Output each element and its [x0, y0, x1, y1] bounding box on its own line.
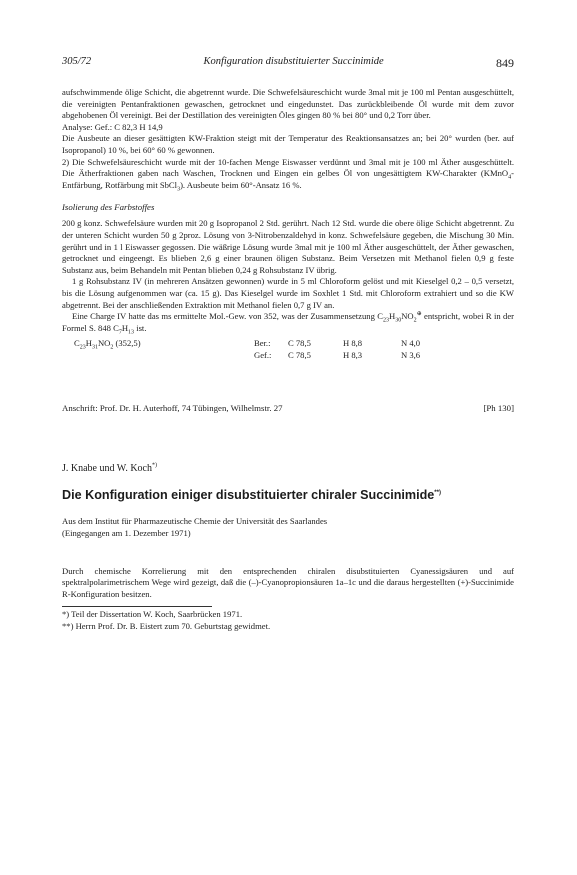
paragraph-isolation: 200 g konz. Schwefelsäure wurden mit 20 g Isopropanol 2 Std. gerührt. Nach 12 Std. wurde die obere ölige Schicht abgetrennt. Zu der unteren Schicht wurden 50 g 2proz. Lösung von 3-Nitrobenzaldehyd in konz. Schwefelsäure gegeben, die Mischung 30 Min. gerührt und in 1 l Eiswasser gegossen. Die wäßrige Lösung wurde 3mal mit je 100 ml Äther ausgeschüttelt, der Äther gewaschen, getrocknet und eingeengt. Es blieben 2,6 g einer braunen öligen Substanz. Beim Versetzen mit Methanol fielen 0,9 g feste Substanz aus, beim Behandeln mit Pentan blieben 0,24 g Rohsubstanz IV übrig. — [62, 218, 514, 275]
footnote-rule — [62, 606, 212, 607]
paragraph-oil-layer: aufschwimmende ölige Schicht, die abgetrennt wurde. Die Schwefelsäureschicht wurde 3mal mit je 100 ml Pentan ausgeschüttelt, die vereinigten Pentanfraktionen gewaschen, getrocknet und eingedunstet. Das zurückbleibende Öl wurde mit dem zuvor abgehobenen Öl vereinigt. Bei der Destillation des vereinigten Öles gingen 80 % bei 80° und 0,2 Torr über. — [62, 87, 514, 121]
journal-page — [62, 56, 514, 633]
author-address — [62, 403, 514, 413]
found-row: Gef.: C 78,5 H 8,3 N 3,6 — [254, 349, 421, 360]
article-authors: J. Knabe und W. Koch*) — [62, 463, 157, 475]
running-header — [62, 56, 514, 71]
section-heading: Isolierung des Farbstoffes — [62, 202, 155, 213]
analysis-values — [254, 338, 441, 361]
footnote-dissertation: *) Teil der Dissertation W. Koch, Saarbrücken 1971. — [62, 609, 243, 620]
institute-name: Aus dem Institut für Pharmazeutische Chemie der Universität des Saarlandes — [62, 516, 328, 527]
article-title: Die Konfiguration einiger disubstituierter chiraler Succinimide**) — [62, 488, 441, 503]
header-volume: 305/72 — [62, 56, 92, 67]
paragraph-yield: Die Ausbeute an dieser gesättigten KW-Fraktion steigt mit der Temperatur des Reaktionsansatzes an; bei 20° wurden (ber. auf Isopropanol) 10 %, bei 60° 60 % gewonnen. — [62, 133, 514, 155]
calculated-row: Ber.: C 78,5 H 8,8 N 4,0 — [254, 338, 421, 349]
analysis-line: Analyse: Gef.: C 82,3 H 14,9 — [62, 121, 163, 132]
header-running-title: Konfiguration disubstituierter Succinimide — [203, 56, 384, 67]
paragraph-composition: Eine Charge IV hatte das ms ermittelte Mol.-Gew. von 352, was der Zusammensetzung $C_{23}H_{30}NO_2^\oplus$ entspricht, wobei R in der Formel S. 848 $C_7H_{13}$ ist. — [62, 311, 515, 336]
address-text: Anschrift: Prof. Dr. H. Auterhoff, 74 Tübingen, Wilhelmstr. 27 — [62, 403, 283, 414]
molecular-formula: $C_{23}H_{31}NO_2$ (352,5) — [74, 338, 141, 351]
elemental-analysis — [62, 338, 514, 361]
received-date: (Eingegangen am 1. Dezember 1971) — [62, 528, 191, 539]
abstract: Durch chemische Korrelierung mit den entsprechenden chiralen disubstituierten Cyanessigsäuren und auf spektralpolarimetrischem Wege wird gezeigt, daß die (–)-Cyanopropionsäuren 1a–1c und die daraus hergestellten (+)-Succinimide R-Konfiguration besitzen. — [62, 565, 514, 599]
paragraph-extraction: 1 g Rohsubstanz IV (in mehreren Ansätzen gewonnen) wurde in 5 ml Chloroform gelöst und mit Kieselgel 0,2 – 0,5 versetzt, bis die Lösung aufgenommen war (ca. 15 g). Das Kieselgel wurde im Soxhlet 1 Std. mit Chloroform extrahiert und so die KW abgetrennt. Bei der anschließenden Extraktion mit Methanol fielen 0,7 g IV an. — [62, 276, 514, 310]
manuscript-ref: [Ph 130] — [483, 403, 514, 414]
paragraph-sulfuric-layer: 2) Die Schwefelsäureschicht wurde mit der 10-fachen Menge Eiswasser verdünnt und 3mal mit je 100 ml Äther ausgeschüttelt. Die Ätherfraktionen gaben nach Waschen, Trocknen und Eingen ein gelbes Öl von ungesättigtem KW-Charakter (KMnO$_4$-Entfärbung, Rotfärbung mit SbCl$_3$). Ausbeute beim 60°-Ansatz 16 %. — [62, 156, 514, 193]
institute-line — [62, 516, 514, 539]
page-number: 849 — [495, 56, 514, 70]
footnote-dedication: **) Herrn Prof. Dr. B. Eistert zum 70. Geburtstag gewidmet. — [62, 621, 271, 632]
